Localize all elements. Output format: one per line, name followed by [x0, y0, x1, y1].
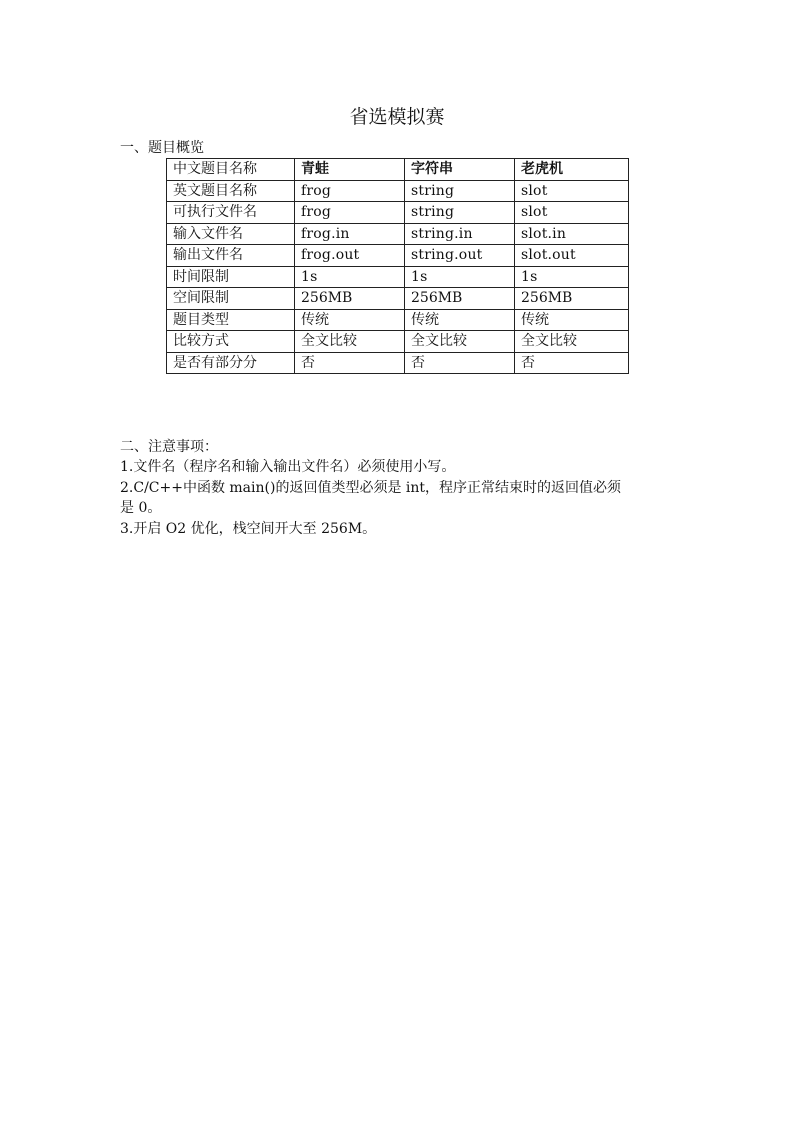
- note-item-continuation: 是 0。: [120, 500, 162, 516]
- row-label: 题目类型: [167, 309, 295, 331]
- table-cell: 1s: [405, 266, 515, 288]
- row-label: 时间限制: [167, 266, 295, 288]
- row-label: 是否有部分分: [167, 352, 295, 374]
- table-cell: 否: [295, 352, 405, 374]
- row-label: 可执行文件名: [167, 202, 295, 224]
- header-cell-problem-frog: 青蛙: [295, 159, 405, 181]
- table-cell: string: [405, 202, 515, 224]
- table-cell: slot: [515, 180, 629, 202]
- table-cell: 传统: [295, 309, 405, 331]
- notes-heading: 二、注意事项：: [120, 439, 218, 455]
- table-cell: 全文比较: [515, 331, 629, 353]
- table-row-input-file: [167, 223, 629, 245]
- table-cell: 256MB: [515, 288, 629, 310]
- page-title: 省选模拟赛: [349, 106, 445, 128]
- notes-list: [120, 457, 690, 539]
- table-cell: string.in: [405, 223, 515, 245]
- table-cell: 1s: [515, 266, 629, 288]
- table-cell: 否: [405, 352, 515, 374]
- table-cell: frog.in: [295, 223, 405, 245]
- row-label: 英文题目名称: [167, 180, 295, 202]
- table-cell: slot: [515, 202, 629, 224]
- note-item: 2.C/C++中函数 main()的返回值类型必须是 int，程序正常结束时的返回值必须: [120, 479, 622, 496]
- table-cell: 传统: [405, 309, 515, 331]
- note-item: 3.开启 O2 优化，栈空间开大至 256M。: [120, 520, 377, 537]
- table-cell: 全文比较: [295, 331, 405, 353]
- table-cell: string: [405, 180, 515, 202]
- table-cell: frog: [295, 202, 405, 224]
- table-row-executable-name: [167, 202, 629, 224]
- table-cell: 全文比较: [405, 331, 515, 353]
- table-cell: slot.in: [515, 223, 629, 245]
- table-cell: 256MB: [405, 288, 515, 310]
- table-row-english-name: [167, 180, 629, 202]
- table-cell: 1s: [295, 266, 405, 288]
- overview-heading: 一、题目概览: [120, 140, 204, 156]
- table-cell: frog: [295, 180, 405, 202]
- table-row-memory-limit: [167, 288, 629, 310]
- header-cell-problem-string: 字符串: [405, 159, 515, 181]
- table-row-time-limit: [167, 266, 629, 288]
- header-cell-problem-slot: 老虎机: [515, 159, 629, 181]
- table-row-output-file: [167, 245, 629, 267]
- table-row-comparison-mode: [167, 331, 629, 353]
- table-row-partial-score: [167, 352, 629, 374]
- row-label: 比较方式: [167, 331, 295, 353]
- table-cell: 否: [515, 352, 629, 374]
- table-header-row: [167, 159, 629, 181]
- row-label: 输出文件名: [167, 245, 295, 267]
- problem-overview-table: [166, 158, 629, 374]
- table-cell: string.out: [405, 245, 515, 267]
- table-row-problem-type: [167, 309, 629, 331]
- table-cell: 256MB: [295, 288, 405, 310]
- table-cell: 传统: [515, 309, 629, 331]
- note-item: 1.文件名（程序名和输入输出文件名）必须使用小写。: [120, 459, 456, 475]
- table-cell: frog.out: [295, 245, 405, 267]
- header-cell-label: 中文题目名称: [167, 159, 295, 181]
- row-label: 输入文件名: [167, 223, 295, 245]
- table-cell: slot.out: [515, 245, 629, 267]
- row-label: 空间限制: [167, 288, 295, 310]
